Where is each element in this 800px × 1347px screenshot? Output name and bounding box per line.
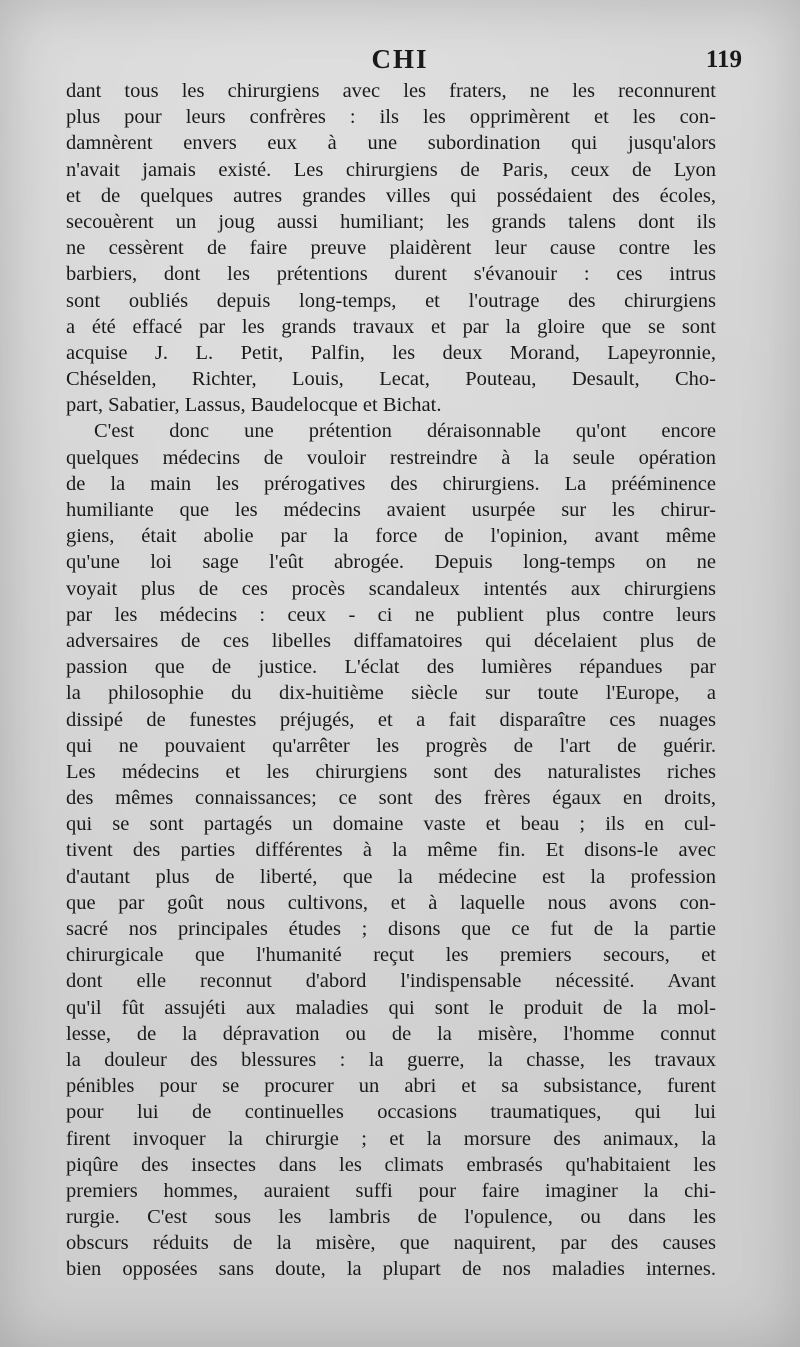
text-line: premiers hommes, auraient suffi pour faire imaginer la chi- [66,1179,716,1202]
running-head [0,44,800,76]
text-line: qui ne pouvaient qu'arrêter les progrès de l'art de guérir. [66,734,716,757]
text-line: la douleur des blessures : la guerre, la chasse, les travaux [66,1048,716,1071]
text-line: firent invoquer la chirurgie ; et la morsure des animaux, la [66,1127,716,1150]
text-line: n'avait jamais existé. Les chirurgiens de Paris, ceux de Lyon [66,158,716,181]
text-line: qu'il fût assujéti aux maladies qui sont le produit de la mol- [66,996,716,1019]
text-line: qu'une loi sage l'eût abrogée. Depuis long-temps on ne [66,551,716,574]
text-line: que par goût nous cultivons, et à laquelle nous avons con- [66,891,716,914]
text-line: sont oubliés depuis long-temps, et l'outrage des chirurgiens [66,289,716,312]
body-text [66,78,716,1283]
text-line: tivent des parties différentes à la même fin. Et disons-le avec [66,839,716,862]
text-line: lesse, de la dépravation ou de la misère, l'homme connut [66,1022,716,1045]
text-line: bien opposées sans doute, la plupart de nos maladies internes. [66,1258,716,1281]
text-line: pénibles pour se procurer un abri et sa subsistance, furent [66,1075,716,1098]
text-line: obscurs réduits de la misère, que naquirent, par des causes [66,1232,716,1255]
text-line: rurgie. C'est sous les lambris de l'opulence, ou dans les [66,1206,716,1229]
text-line: giens, était abolie par la force de l'opinion, avant même [66,525,716,548]
page-number: 119 [705,46,742,73]
text-line: plus pour leurs confrères : ils les opprimèrent et les con- [66,106,716,129]
text-line: dant tous les chirurgiens avec les fraters, ne les reconnurent [66,80,716,102]
text-line: quelques médecins de vouloir restreindre à la seule opération [66,446,716,469]
text-line: barbiers, dont les prétentions durent s'évanouir : ces intrus [66,263,716,286]
text-line: humiliante que les médecins avaient usurpée sur les chirur- [66,499,716,521]
text-line: adversaires de ces libelles diffamatoires qui décelaient plus de [66,629,716,652]
text-line: piqûre des insectes dans les climats embrasés qu'habitaient les [66,1153,716,1176]
text-line: ne cessèrent de faire preuve plaidèrent leur cause contre les [66,237,716,260]
text-line: Chéselden, Richter, Louis, Lecat, Pouteau, Desault, Cho- [66,368,716,391]
text-line: passion que de justice. L'éclat des lumières répandues par [66,656,716,679]
text-line: acquise J. L. Petit, Palfin, les deux Morand, Lapeyronnie, [66,341,716,364]
text-line: pour lui de continuelles occasions traumatiques, qui lui [66,1101,716,1124]
text-line: voyait plus de ces procès scandaleux intentés aux chirurgiens [66,577,716,600]
text-line: par les médecins : ceux - ci ne publient plus contre leurs [66,603,716,626]
text-line: Les médecins et les chirurgiens sont des naturalistes riches [66,760,716,783]
text-line: dissipé de funestes préjugés, et a fait disparaître ces nuages [66,708,716,731]
running-head-title: CHI [371,44,429,74]
text-line: d'autant plus de liberté, que la médecine est la profession [66,865,716,888]
text-line: des mêmes connaissances; ce sont des frères égaux en droits, [66,787,716,810]
text-line: damnèrent envers eux à une subordination qui jusqu'alors [66,132,716,155]
text-line: qui se sont partagés un domaine vaste et beau ; ils en cul- [66,813,716,836]
text-line: la philosophie du dix-huitième siècle sur toute l'Europe, a [66,682,716,705]
paragraph-start-line: C'est donc une prétention déraisonnable qu'ont encore [94,420,716,443]
text-line: chirurgicale que l'humanité reçut les premiers secours, et [66,944,716,967]
text-line: sacré nos principales études ; disons que ce fut de la partie [66,918,716,940]
text-line: a été effacé par les grands travaux et par la gloire que se sont [66,315,716,338]
text-line: dont elle reconnut d'abord l'indispensable nécessité. Avant [66,970,716,993]
text-line: secouèrent un joug aussi humiliant; les grands talens dont ils [66,210,716,233]
text-line: et de quelques autres grandes villes qui possédaient des écoles, [66,184,716,207]
text-line: de la main les prérogatives des chirurgiens. La prééminence [66,472,716,495]
text-line: part, Sabatier, Lassus, Baudelocque et Bichat. [66,394,442,417]
